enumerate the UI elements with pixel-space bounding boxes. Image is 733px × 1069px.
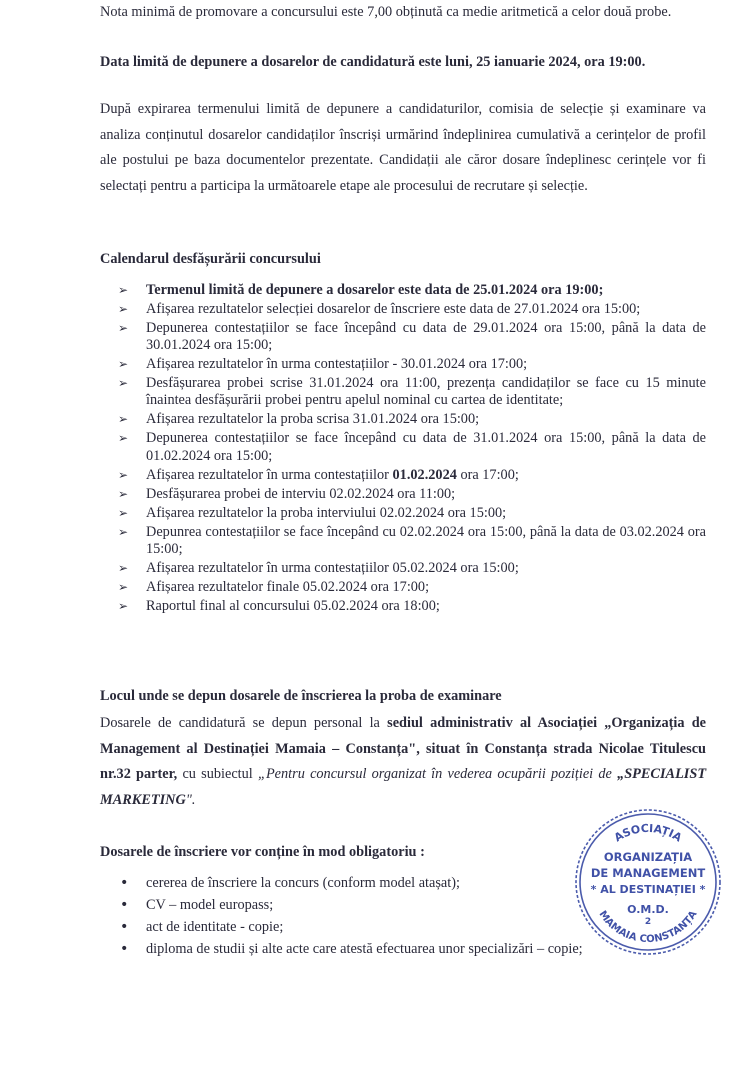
- calendar-heading: Calendarul desfășurării concursului: [100, 251, 321, 267]
- location-text-a: Dosarele de candidatură se depun personal la: [100, 715, 380, 731]
- calendar-item: [118, 467, 706, 484]
- calendar-item: ➢ Depunerea contestațiilor se face începând cu data de 31.01.2024 ora 15:00, până la data de 01.02.2024 ora 15:00;: [118, 430, 706, 464]
- location-text-c: cu subiectul: [182, 766, 253, 782]
- calendar-item: ➢ Desfășurarea probei de interviu 02.02.2024 ora 11:00;: [118, 486, 706, 503]
- location-subject-end: ".: [185, 791, 196, 808]
- stamp-line-5: 2: [644, 917, 652, 927]
- documents-item: • diploma de studii și alte acte care atestă efectuarea unor specializări – copie;: [118, 938, 718, 960]
- passing-grade-paragraph: Nota minimă de promovare a concursului este 7,00 obținută ca medie aritmetică a celor două probe.: [100, 4, 672, 20]
- stamp-line-1: ORGANIZAȚIA: [603, 850, 693, 864]
- location-heading: Locul unde se depun dosarele de înscrierea la proba de examinare: [100, 688, 502, 704]
- stamp-bottom-text: MAMAIA CONSTANȚA: [596, 908, 700, 946]
- calendar-item: ➢ Afișarea rezultatelor în urma contestațiilor - 30.01.2024 ora 17:00;: [118, 356, 706, 373]
- documents-heading: Dosarele de înscriere vor conține în mod obligatoriu :: [100, 844, 425, 860]
- calendar-item: ➢ Afișarea rezultatelor în urma contestațiilor 05.02.2024 ora 15:00;: [118, 560, 706, 577]
- calendar-item-tail: ora 17:00;: [460, 466, 519, 483]
- calendar-item: ➢ Raportul final al concursului 05.02.2024 ora 18:00;: [118, 598, 706, 615]
- calendar-item: ➢ Desfășurarea probei scrise 31.01.2024 ora 11:00, prezența candidaților se face cu 15 minute înaintea desfășurării probei pentru apelul nominal cu cartea de identitate;: [118, 375, 706, 409]
- calendar-item: ➢ Afișarea rezultatelor selecției dosarelor de înscriere este data de 27.01.2024 ora 15:00;: [118, 301, 706, 318]
- calendar-list: [118, 282, 706, 617]
- calendar-item: ➢ Depunrea contestațiilor se face începând cu 02.02.2024 ora 15:00, până la data de 03.02.2024 ora 15:00;: [118, 524, 706, 558]
- stamp-arc-text: ASOCIAȚIA: [611, 821, 685, 845]
- calendar-item: ➢ Depunerea contestațiilor se face începând cu data de 29.01.2024 ora 15:00, până la data de 30.01.2024 ora 15:00;: [118, 320, 706, 354]
- calendar-item-text: Afișarea rezultatelor în urma contestațiilor: [146, 466, 389, 483]
- selection-paragraph: După expirarea termenului limită de depunere a candidaturilor, comisia de selecție și examinare va analiza conținutul dosarelor candidaților înscriși urmărind îndeplinirea cumulativă a cerințelor de profil ale postului pe baza documentelor prezentate. Candidații ale căror dosare îndeplinesc cerințele vor fi selectați pentru a participa la următoarele etape ale procesului de recrutare și selecție.: [100, 101, 706, 194]
- documents-item: • CV – model europass;: [118, 894, 718, 916]
- calendar-item: ➢ Termenul limită de depunere a dosarelor este data de 25.01.2024 ora 19:00;: [118, 282, 706, 299]
- position-name: „SPECIALIST MARKETING: [100, 766, 707, 808]
- stamp-line-3: * AL DESTINAȚIEI *: [590, 883, 706, 896]
- documents-item: • cererea de înscriere la concurs (conform model atașat);: [118, 872, 718, 894]
- stamp-line-2: DE MANAGEMENT: [590, 866, 706, 880]
- location-paragraph: [100, 711, 706, 813]
- organization-stamp: [572, 806, 724, 958]
- calendar-item-bold-date: 01.02.2024: [392, 466, 457, 483]
- svg-text:ASOCIAȚIA: [612, 822, 685, 845]
- calendar-item: ➢ Afișarea rezultatelor finale 05.02.2024 ora 17:00;: [118, 579, 706, 596]
- documents-item: • act de identitate - copie;: [118, 916, 718, 938]
- deadline-paragraph: Data limită de depunere a dosarelor de candidatură este luni, 25 ianuarie 2024, ora 19:00.: [100, 54, 646, 70]
- location-address: sediul administrativ al Asociației „Organizația de Management al Destinației Mamaia – Constanța", situat în Constanța strada Nicolae Titulescu nr.32 parter,: [100, 715, 706, 782]
- calendar-item: ➢ Afișarea rezultatelor la proba scrisa 31.01.2024 ora 15:00;: [118, 411, 706, 428]
- stamp-line-4: O.M.D.: [627, 903, 669, 916]
- calendar-item: ➢ Afișarea rezultatelor la proba interviului 02.02.2024 ora 15:00;: [118, 505, 706, 522]
- location-subject: „Pentru concursul organizat în vederea ocupării poziției de: [258, 766, 612, 782]
